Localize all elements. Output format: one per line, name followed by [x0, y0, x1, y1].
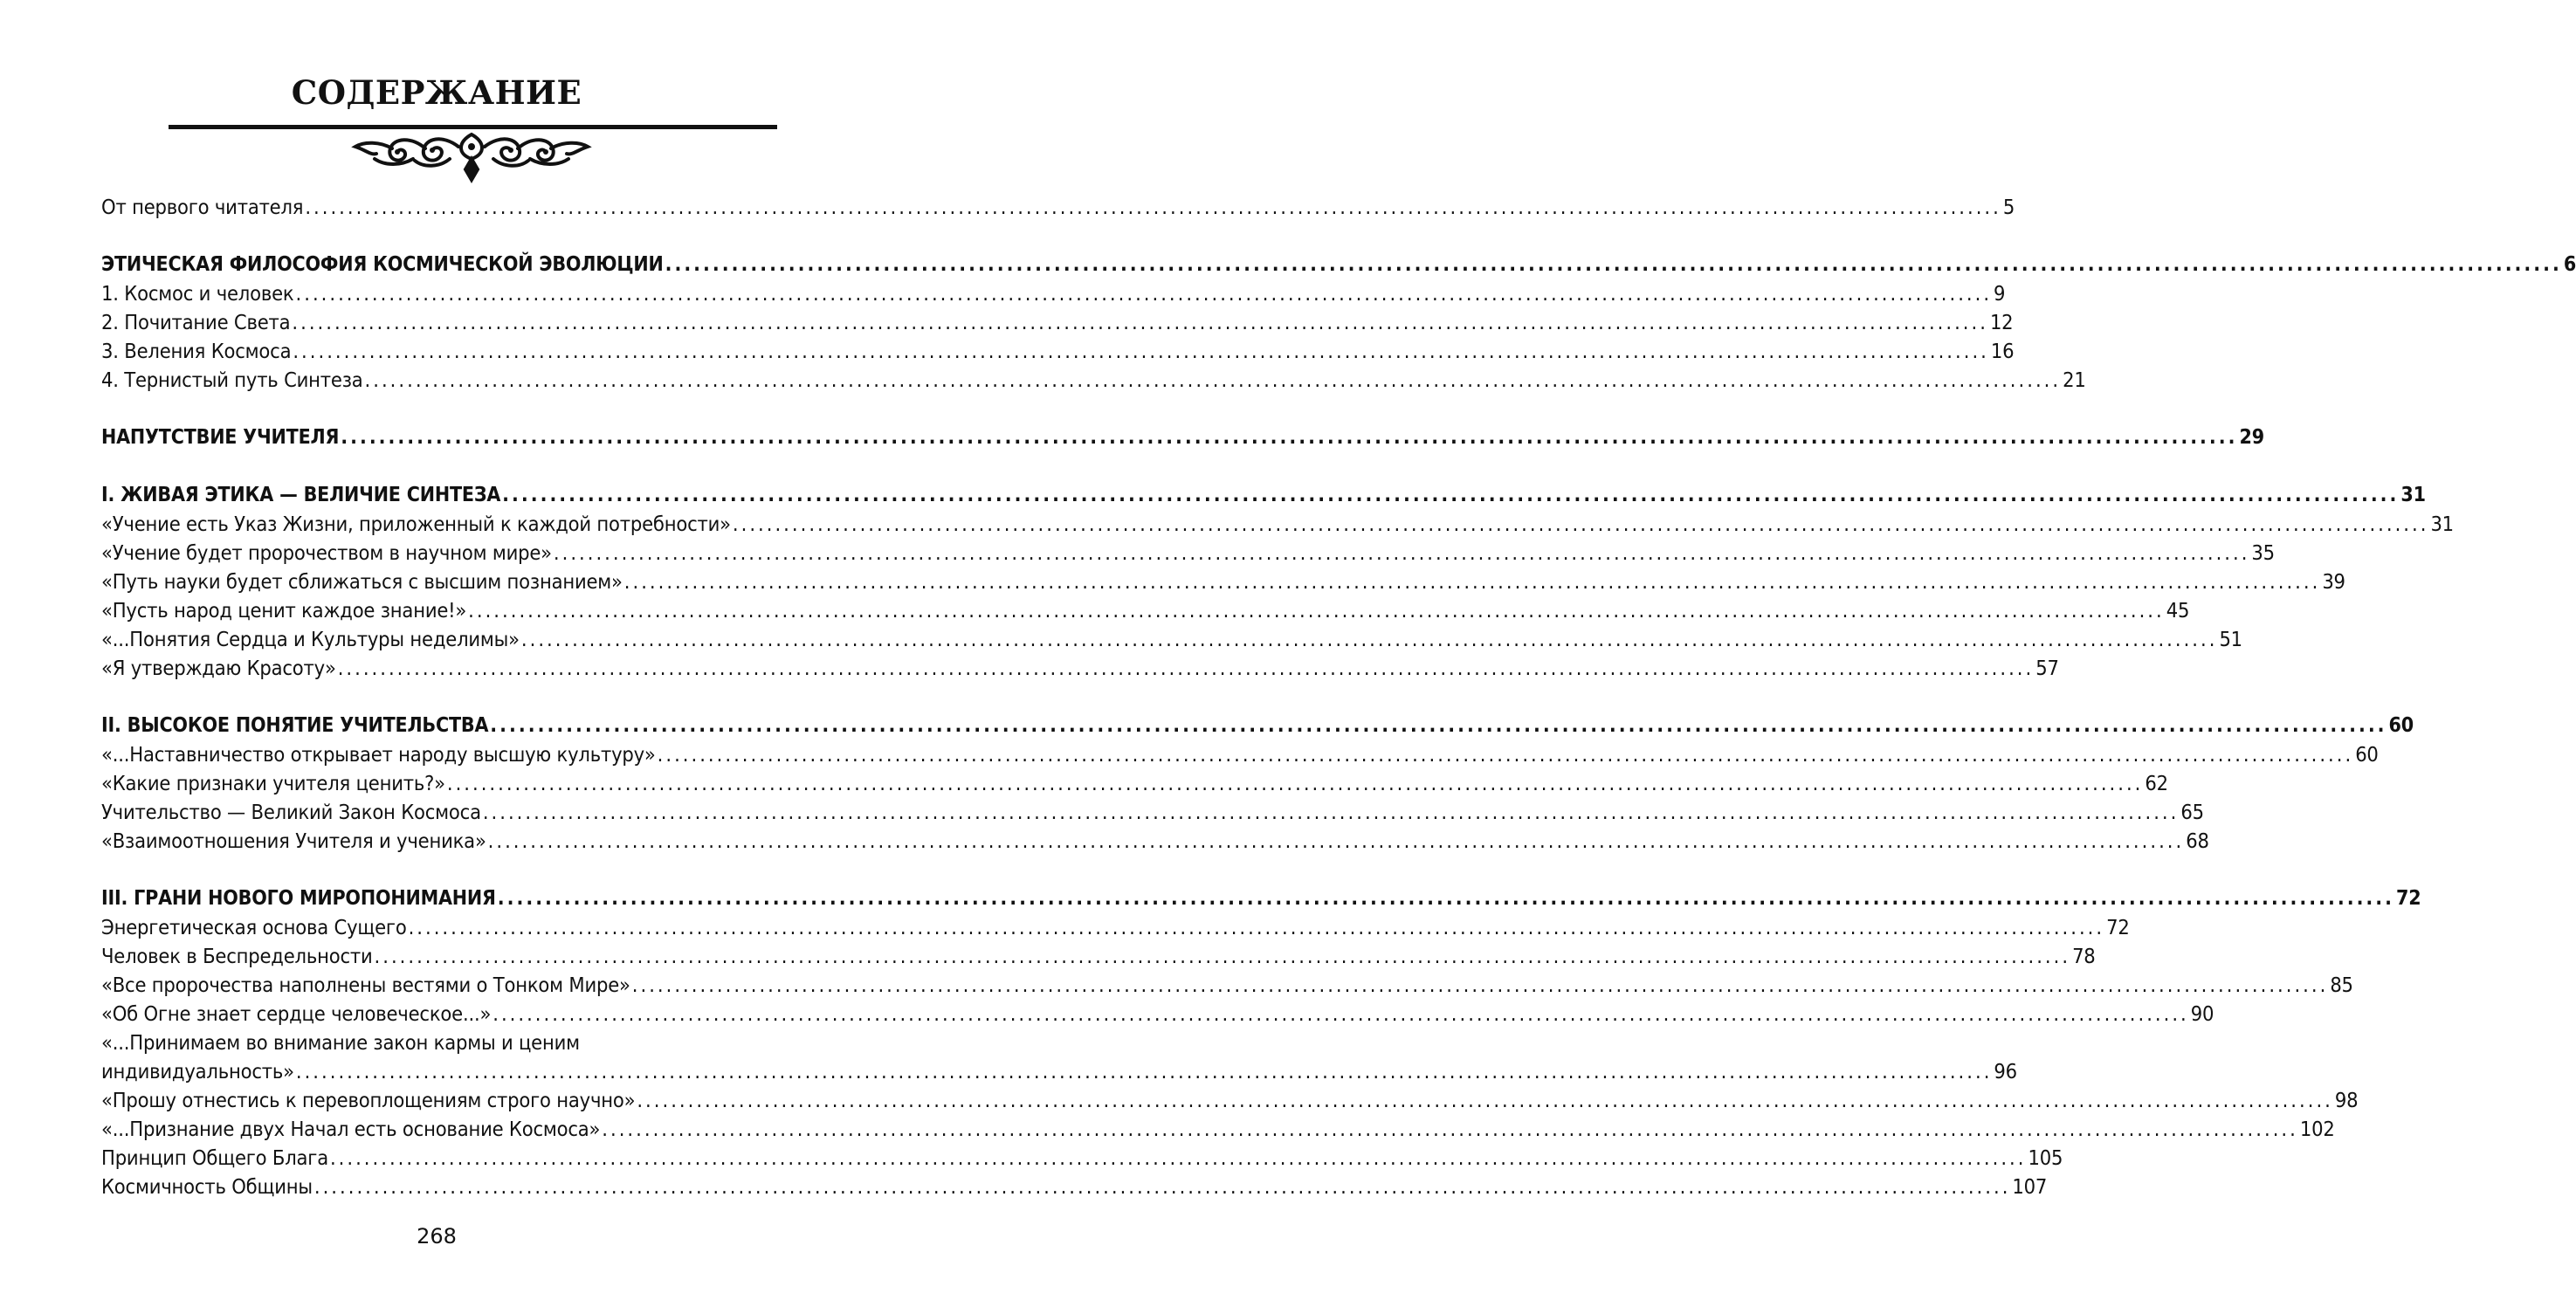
- toc-entry-title: «...Принимаем во внимание закон кармы и ценим: [101, 1030, 580, 1055]
- table-of-contents: [101, 193, 2576, 1201]
- toc-entry: [101, 366, 2086, 395]
- toc-entry-page: 45: [2166, 598, 2190, 623]
- dot-leader: ........................................................................................................................................................................................................: [329, 1145, 2027, 1170]
- toc-entry-title: «Все пророчества наполнены вестями о Тонком Мире»: [101, 973, 630, 997]
- toc-entry-title: 1. Космос и человек: [101, 281, 294, 306]
- toc-entry-page: 90: [2190, 1001, 2214, 1026]
- toc-entry-page: 102: [2299, 1117, 2335, 1141]
- toc-entry: [101, 740, 2379, 769]
- toc-entry: [101, 308, 2014, 337]
- toc-entry-title: НАПУТСТВИЕ УЧИТЕЛЯ: [101, 426, 340, 449]
- toc-entry-title: «Какие признаки учителя ценить?»: [101, 771, 445, 795]
- toc-entry: [101, 1086, 2359, 1115]
- toc-entry-title: «...Понятия Сердца и Культуры неделимы»: [101, 627, 520, 651]
- dot-leader: ........................................................................................................................................................................................................: [313, 1174, 2011, 1199]
- dot-leader: ........................................................................................................................................................................................................: [468, 598, 2165, 623]
- toc-entry-title: I. ЖИВАЯ ЭТИКА — ВЕЛИЧИЕ СИНТЕЗА: [101, 484, 501, 506]
- dot-leader: ........................................................................................................................................................................................................: [487, 829, 2185, 853]
- toc-entry-page: 72: [2396, 887, 2421, 910]
- dot-leader: ........................................................................................................................................................................................................: [502, 484, 2400, 506]
- dot-leader: ........................................................................................................................................................................................................: [341, 426, 2238, 449]
- dot-leader: ........................................................................................................................................................................................................: [497, 887, 2395, 910]
- toc-entry: [101, 1028, 837, 1057]
- toc-entry-page: 105: [2028, 1145, 2063, 1170]
- toc-entry-page: 16: [1990, 339, 2015, 363]
- page-title: СОДЕРЖАНИЕ: [291, 73, 582, 112]
- dot-leader: ........................................................................................................................................................................................................: [602, 1117, 2298, 1141]
- toc-entry-title: «Учение будет пророчеством в научном мире»: [101, 540, 552, 565]
- toc-entry-title: III. ГРАНИ НОВОГО МИРОПОНИМАНИЯ: [101, 887, 496, 910]
- toc-entry-page: 62: [2145, 771, 2168, 795]
- toc-entry: [101, 942, 2096, 971]
- toc-entry-page: 51: [2219, 627, 2242, 651]
- dot-leader: ........................................................................................................................................................................................................: [492, 1001, 2189, 1026]
- toc-entry: [101, 1144, 2063, 1173]
- toc-entry-page: 65: [2180, 800, 2204, 824]
- toc-entry: [101, 568, 2345, 596]
- toc-entry: [101, 827, 2209, 856]
- toc-entry: [101, 337, 2015, 366]
- toc-entry-page: 21: [2063, 368, 2086, 392]
- dot-leader: ........................................................................................................................................................................................................: [520, 627, 2218, 651]
- toc-entry: [101, 1115, 2335, 1144]
- toc-entry-title: «...Признание двух Начал есть основание Космоса»: [101, 1117, 601, 1141]
- toc-entry: [101, 798, 2204, 827]
- toc-entry-page: 39: [2322, 569, 2345, 594]
- toc-entry: [101, 1000, 2214, 1028]
- toc-entry-page: 72: [2106, 915, 2130, 939]
- toc-entry-page: 35: [2251, 540, 2275, 565]
- toc-entry-page: 5: [2002, 195, 2015, 219]
- ornament-flourish-icon: [345, 127, 598, 189]
- dot-leader: ........................................................................................................................................................................................................: [446, 771, 2144, 795]
- toc-entry-title: Космичность Общины: [101, 1174, 313, 1199]
- toc-entry-page: 9: [1994, 281, 2006, 306]
- toc-entry-title: Человек в Беспредельности: [101, 944, 373, 968]
- dot-leader: ........................................................................................................................................................................................................: [364, 368, 2062, 392]
- toc-entry-title: 4. Тернистый путь Синтеза: [101, 368, 363, 392]
- toc-entry: [101, 423, 2264, 452]
- toc-entry-page: 31: [2400, 484, 2426, 506]
- toc-entry-title: «...Наставничество открывает народу высшую культуру»: [101, 742, 656, 767]
- toc-entry-page: 78: [2072, 944, 2096, 968]
- dot-leader: ........................................................................................................................................................................................................: [665, 253, 2562, 276]
- dot-leader: ........................................................................................................................................................................................................: [732, 512, 2429, 536]
- toc-entry-page: 85: [2330, 973, 2353, 997]
- toc-entry-page: 12: [1989, 310, 2014, 334]
- dot-leader: ........................................................................................................................................................................................................: [293, 339, 1989, 363]
- toc-entry-title: 2. Почитание Света: [101, 310, 291, 334]
- toc-entry-title: «Я утверждаю Красоту»: [101, 656, 336, 680]
- toc-entry-title: «Учение есть Указ Жизни, приложенный к каждой потребности»: [101, 512, 731, 536]
- toc-entry-title: «Пусть народ ценит каждое знание!»: [101, 598, 467, 623]
- toc-entry: [101, 769, 2168, 798]
- page-number: 268: [417, 1224, 457, 1249]
- toc-entry-page: 98: [2334, 1088, 2359, 1112]
- toc-entry-title: Учительство — Великий Закон Космоса: [101, 800, 481, 824]
- dot-leader: ........................................................................................................................................................................................................: [490, 714, 2387, 737]
- toc-entry-title: Принцип Общего Блага: [101, 1145, 328, 1170]
- dot-leader: ........................................................................................................................................................................................................: [337, 656, 2035, 680]
- toc-entry: [101, 1057, 2017, 1086]
- toc-entry-page: 68: [2186, 829, 2209, 853]
- toc-entry-title: От первого читателя: [101, 195, 304, 219]
- dot-leader: ........................................................................................................................................................................................................: [408, 915, 2105, 939]
- toc-entry: [101, 539, 2275, 568]
- toc-entry: [101, 654, 2059, 683]
- toc-entry-title: Энергетическая основа Сущего: [101, 915, 407, 939]
- toc-entry-page: 60: [2388, 714, 2414, 737]
- toc-entry-page: 96: [1994, 1059, 2017, 1083]
- dot-leader: ........................................................................................................................................................................................................: [637, 1088, 2333, 1112]
- toc-entry-title: 3. Веления Космоса: [101, 339, 292, 363]
- toc-entry-title: «Взаимоотношения Учителя и ученика»: [101, 829, 486, 853]
- dot-leader: ........................................................................................................................................................................................................: [482, 800, 2180, 824]
- toc-entry: [101, 971, 2353, 1000]
- dot-leader: ........................................................................................................................................................................................................: [292, 310, 1988, 334]
- toc-entry: [101, 481, 2426, 510]
- dot-leader: ........................................................................................................................................................................................................: [295, 281, 1993, 306]
- toc-entry-page: 57: [2035, 656, 2059, 680]
- toc-entry-title: «Прошу отнестись к перевоплощениям строго научно»: [101, 1088, 636, 1112]
- dot-leader: ........................................................................................................................................................................................................: [553, 540, 2250, 565]
- toc-entry: [101, 625, 2242, 654]
- toc-entry: [101, 712, 2414, 740]
- dot-leader: ........................................................................................................................................................................................................: [295, 1059, 1993, 1083]
- toc-entry-page: 60: [2355, 742, 2379, 767]
- toc-entry: [101, 596, 2190, 625]
- toc-entry-title: индивидуальность»: [101, 1059, 294, 1083]
- toc-entry: [101, 510, 2454, 539]
- toc-entry: [101, 884, 2421, 913]
- toc-entry-page: 6: [2563, 253, 2576, 276]
- toc-entry: [101, 1173, 2048, 1201]
- dot-leader: ........................................................................................................................................................................................................: [657, 742, 2354, 767]
- toc-entry: [101, 913, 2130, 942]
- dot-leader: ........................................................................................................................................................................................................: [374, 944, 2071, 968]
- toc-entry-page: 107: [2012, 1174, 2048, 1199]
- toc-entry-title: II. ВЫСОКОЕ ПОНЯТИЕ УЧИТЕЛЬСТВА: [101, 714, 489, 737]
- toc-entry: [101, 251, 2576, 279]
- dot-leader: ........................................................................................................................................................................................................: [623, 569, 2321, 594]
- toc-entry-title: «Путь науки будет сближаться с высшим познанием»: [101, 569, 623, 594]
- toc-entry: [101, 279, 2006, 308]
- toc-entry-title: «Об Огне знает сердце человеческое...»: [101, 1001, 492, 1026]
- toc-entry-title: ЭТИЧЕСКАЯ ФИЛОСОФИЯ КОСМИЧЕСКОЙ ЭВОЛЮЦИИ: [101, 253, 664, 276]
- toc-entry: [101, 193, 2015, 222]
- dot-leader: ........................................................................................................................................................................................................: [305, 195, 2001, 219]
- dot-leader: ........................................................................................................................................................................................................: [631, 973, 2329, 997]
- toc-entry-page: 29: [2239, 426, 2264, 449]
- toc-entry-page: 31: [2430, 512, 2454, 536]
